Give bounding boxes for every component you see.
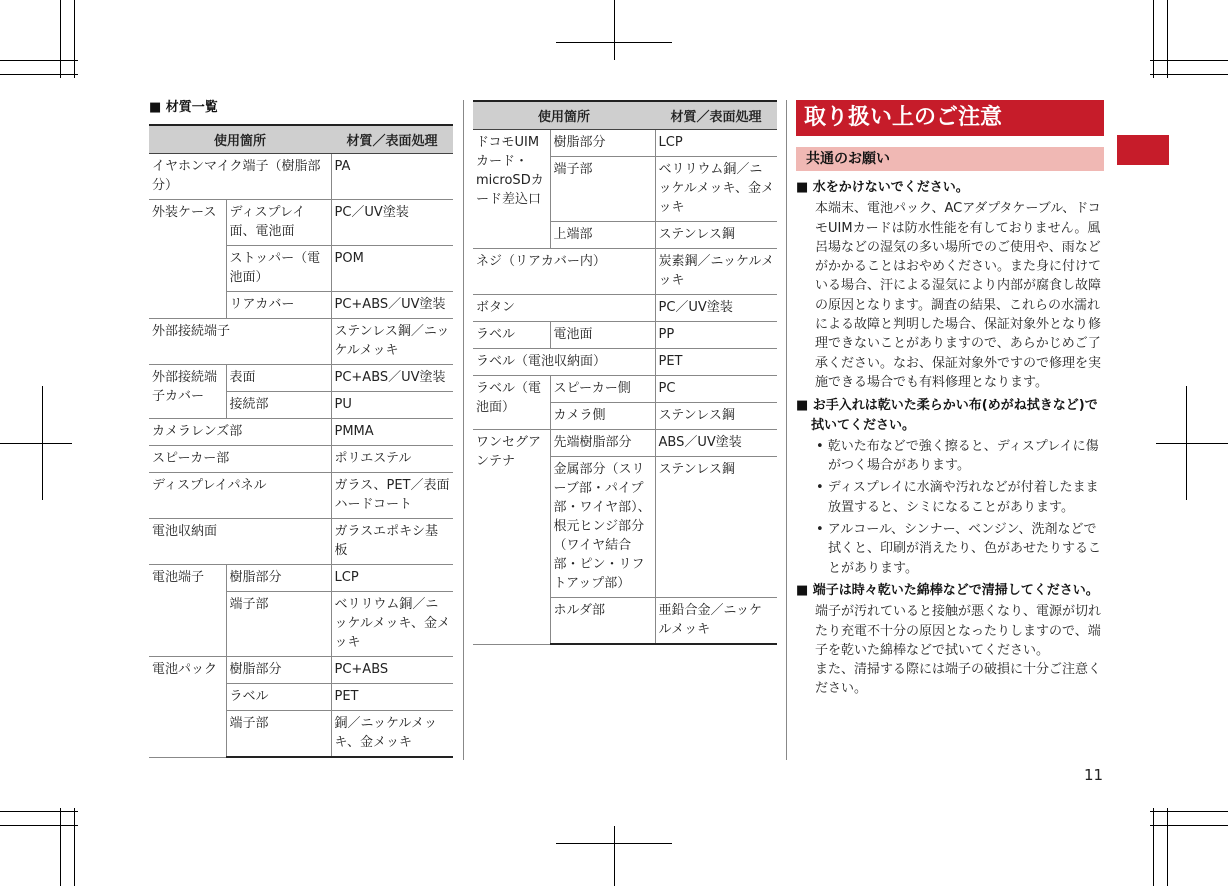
- table-cell: 端子部: [226, 592, 331, 657]
- table-cell: ラベル（電池収納面）: [473, 349, 655, 376]
- table-cell: 樹脂部分: [550, 130, 655, 157]
- note-heading-terminals: ■ 端子は時々乾いた綿棒などで清掃してください。: [796, 582, 1099, 598]
- table-cell: スピーカー側: [550, 376, 655, 403]
- table-cell: 上端部: [550, 222, 655, 249]
- table-cell: ABS／UV塗装: [655, 430, 777, 457]
- table-row: [149, 419, 453, 446]
- table-cell: PC／UV塗装: [655, 295, 777, 322]
- table-cell: 接続部: [226, 392, 331, 419]
- page-number: 11: [1084, 766, 1104, 784]
- column-divider: [463, 100, 464, 760]
- table-cell: 電池パック: [149, 657, 226, 758]
- section-title: 取り扱い上のご注意: [796, 100, 1104, 136]
- table-row: [149, 657, 453, 684]
- table-cell: ステンレス鋼: [655, 222, 777, 249]
- table-row: [473, 376, 777, 403]
- note-heading-cleaning: ■ お手入れは乾いた柔らかい布(めがね拭きなど)で拭いてください。: [796, 398, 1098, 433]
- table-cell: スピーカー部: [149, 446, 331, 473]
- table-cell: 端子部: [550, 157, 655, 222]
- table-cell: ラベル: [226, 684, 331, 711]
- table-row: [473, 322, 777, 349]
- table-cell: 樹脂部分: [226, 657, 331, 684]
- table-row: [473, 295, 777, 322]
- table-cell: 銅／ニッケルメッキ、金メッキ: [331, 711, 453, 758]
- table-cell: ワンセグアンテナ: [473, 430, 550, 645]
- table-row: [473, 349, 777, 376]
- table-cell: 金属部分（スリーブ部・パイプ部・ワイヤ部）、根元ヒンジ部分（ワイヤ結合部・ピン・リフトアップ部）: [550, 457, 655, 598]
- bullet-item: • 乾いた布などで強く擦ると、ディスプレイに傷がつく場合があります。: [816, 438, 1099, 474]
- table-cell: PC+ABS／UV塗装: [331, 292, 453, 319]
- table-row: [473, 249, 777, 295]
- table-row: [149, 519, 453, 565]
- note-text-water: 本端末、電池パック、ACアダプタケーブル、ドコモUIMカードは防水性能を有しておりません。風呂場などの湿気の多い場所でのご使用や、雨などがかかることはおやめください。また身に付けている場合、汗による湿気により内部が腐食し故障の原因となります。調査の結果、これらの水濡れによる故障と判明した場合、保証対象外となり修理できないことがありますので、あらかじめご了承ください。なお、保証対象外ですので修理を実施できる場合でも有料修理となります。: [815, 201, 1102, 390]
- table-cell: POM: [331, 246, 453, 292]
- bullet-item: • ディスプレイに水滴や汚れなどが付着したまま放置すると、シミになることがあります。: [816, 480, 1099, 515]
- table-cell: リアカバー: [226, 292, 331, 319]
- table-cell: 端子部: [226, 711, 331, 758]
- table-cell: PC+ABS: [331, 657, 453, 684]
- column-divider: [786, 100, 787, 760]
- table-cell: PET: [655, 349, 777, 376]
- table-row: [149, 473, 453, 519]
- table-cell: LCP: [655, 130, 777, 157]
- table-cell: ディスプレイ面、電池面: [226, 200, 331, 246]
- table-cell: ボタン: [473, 295, 655, 322]
- materials-section-continued: [473, 100, 777, 645]
- table-cell: ストッパー（電池面）: [226, 246, 331, 292]
- table-cell: PC+ABS／UV塗装: [331, 365, 453, 392]
- table-cell: 外装ケース: [149, 200, 226, 319]
- note-text-terminals: 端子が汚れていると接触が悪くなり、電源が切れたり充電不十分の原因となったりしますので、端子を乾いた綿棒などで拭いてください。: [815, 604, 1102, 658]
- table-cell: ステンレス鋼: [655, 403, 777, 430]
- table-row: [149, 446, 453, 473]
- table-cell: 電池収納面: [149, 519, 331, 565]
- table-cell: ディスプレイパネル: [149, 473, 331, 519]
- table-cell: PA: [331, 154, 453, 200]
- table-row: [149, 365, 453, 392]
- table-cell: ステンレス鋼／ニッケルメッキ: [331, 319, 453, 365]
- table-cell: 外部接続端子カバー: [149, 365, 226, 419]
- table-cell: ガラス、PET／表面ハードコート: [331, 473, 453, 519]
- table-cell: ラベル: [473, 322, 550, 349]
- table-cell: PC／UV塗装: [331, 200, 453, 246]
- note-text-terminals-caution: また、清掃する際には端子の破損に十分ご注意ください。: [815, 662, 1102, 697]
- materials-table-left: [149, 124, 453, 758]
- table-cell: ラベル（電池面）: [473, 376, 550, 430]
- table-cell: PP: [655, 322, 777, 349]
- table-header-row: [149, 125, 453, 154]
- table-cell: イヤホンマイク端子（樹脂部分）: [149, 154, 331, 200]
- header-material: 材質／表面処理: [655, 101, 777, 130]
- table-cell: ネジ（リアカバー内）: [473, 249, 655, 295]
- table-row: [473, 430, 777, 457]
- table-cell: LCP: [331, 565, 453, 592]
- table-row: [473, 130, 777, 157]
- table-cell: 表面: [226, 365, 331, 392]
- table-cell: ベリリウム銅／ニッケルメッキ、金メッキ: [655, 157, 777, 222]
- table-row: [149, 200, 453, 246]
- table-cell: 外部接続端子: [149, 319, 331, 365]
- table-cell: 樹脂部分: [226, 565, 331, 592]
- table-cell: ドコモUIMカード・microSDカード差込口: [473, 130, 550, 249]
- table-cell: PMMA: [331, 419, 453, 446]
- care-notes: [796, 176, 1108, 703]
- table-row: [149, 154, 453, 200]
- table-header-row: [473, 101, 777, 130]
- table-cell: ベリリウム銅／ニッケルメッキ、金メッキ: [331, 592, 453, 657]
- note-heading-water: ■ 水をかけないでください。: [796, 180, 969, 195]
- table-cell: ガラスエポキシ基板: [331, 519, 453, 565]
- table-row: [149, 319, 453, 365]
- table-cell: 電池面: [550, 322, 655, 349]
- table-row: [149, 565, 453, 592]
- subsection-title: 共通のお願い: [796, 147, 1104, 171]
- table-cell: カメラ側: [550, 403, 655, 430]
- table-cell: PU: [331, 392, 453, 419]
- chapter-tab: [1117, 135, 1169, 165]
- table-cell: ステンレス鋼: [655, 457, 777, 598]
- table-cell: PET: [331, 684, 453, 711]
- bullet-item: • アルコール、シンナー、ベンジン、洗剤などで拭くと、印刷が消えたり、色があせたりすることがあります。: [816, 522, 1102, 576]
- table-cell: 先端樹脂部分: [550, 430, 655, 457]
- materials-table-right: [473, 100, 777, 645]
- table-cell: 電池端子: [149, 565, 226, 657]
- header-material: 材質／表面処理: [331, 125, 453, 154]
- materials-heading: ■ 材質一覧: [149, 100, 218, 115]
- materials-section: [149, 100, 453, 758]
- table-cell: ホルダ部: [550, 598, 655, 645]
- table-cell: 亜鉛合金／ニッケルメッキ: [655, 598, 777, 645]
- header-location: 使用箇所: [473, 101, 655, 130]
- table-cell: ポリエステル: [331, 446, 453, 473]
- table-cell: PC: [655, 376, 777, 403]
- table-cell: カメラレンズ部: [149, 419, 331, 446]
- table-cell: 炭素鋼／ニッケルメッキ: [655, 249, 777, 295]
- header-location: 使用箇所: [149, 125, 331, 154]
